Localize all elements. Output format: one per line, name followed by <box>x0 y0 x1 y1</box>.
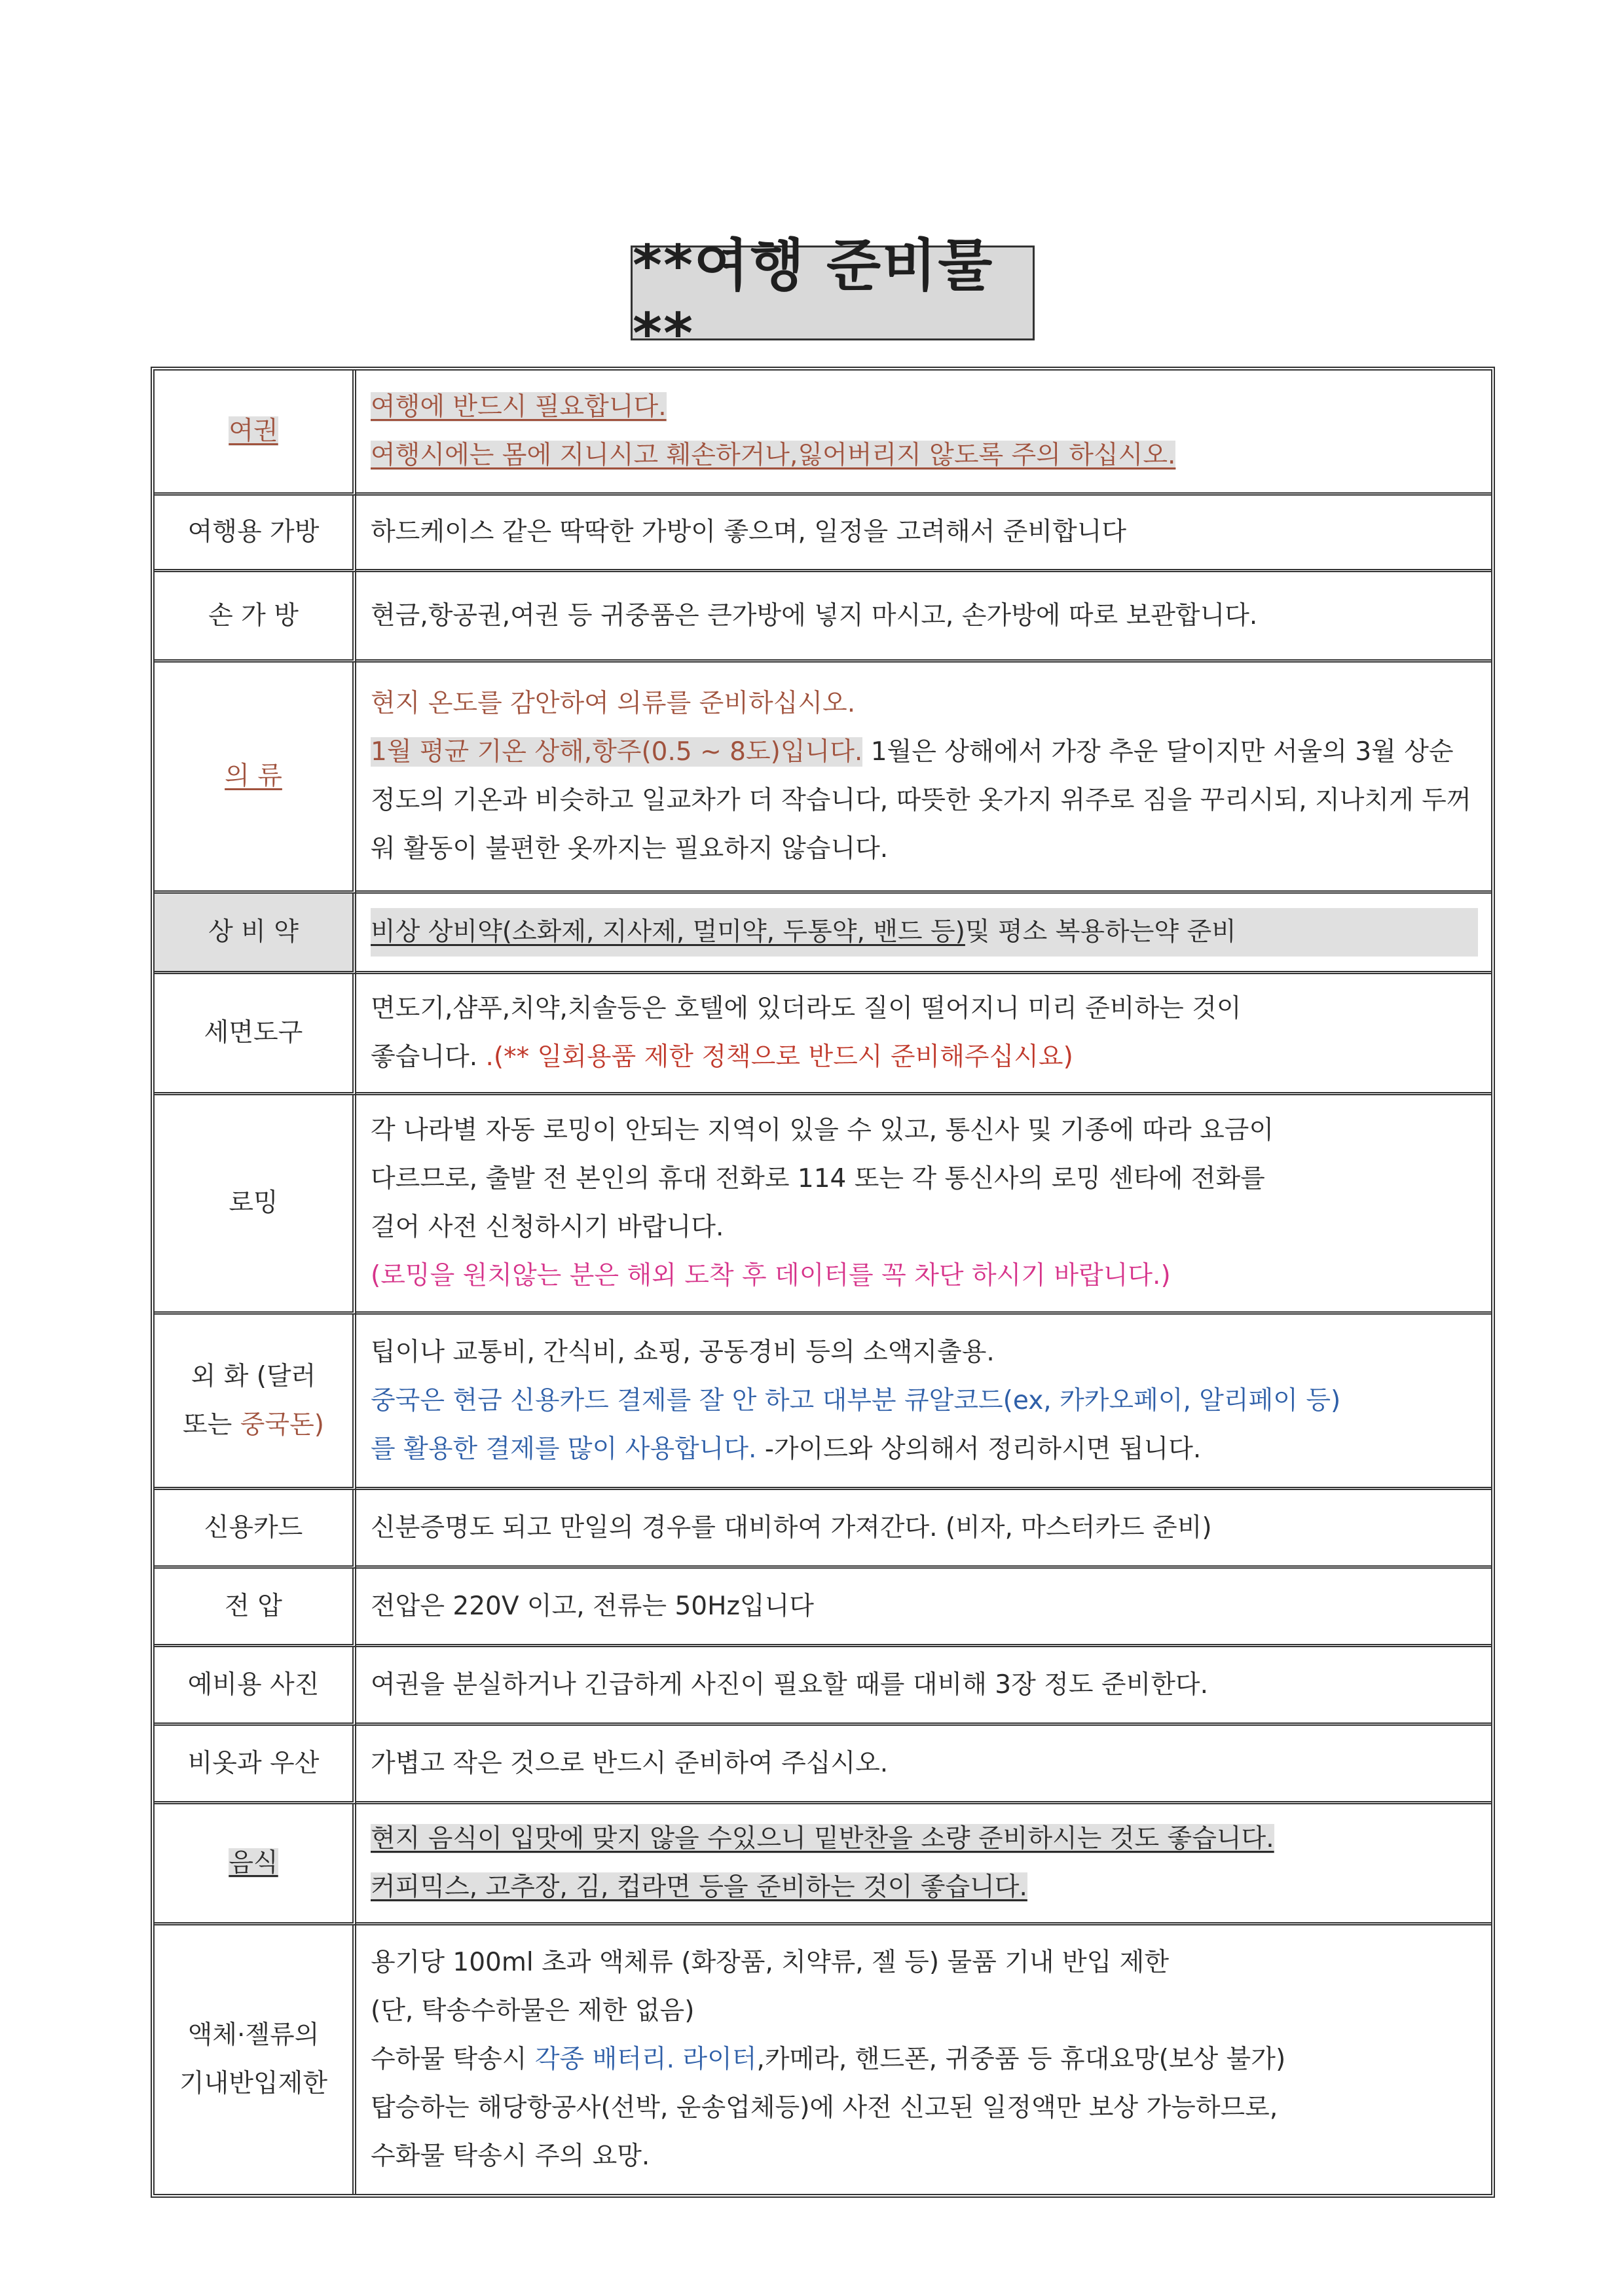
content-medicine <box>356 894 1491 974</box>
table-row-voltage <box>155 1569 1491 1647</box>
raincoat-line-1: 가볍고 작은 것으로 반드시 준비하여 주십시오. <box>371 1748 889 1778</box>
table-row-handbag <box>155 572 1491 663</box>
label-medicine: 상 비 약 <box>155 894 356 974</box>
table-row-credit-card <box>155 1490 1491 1569</box>
label-handbag: 손 가 방 <box>155 572 356 663</box>
currency-line-1: 팁이나 교통비, 간식비, 쇼핑, 공동경비 등의 소액지출용. <box>371 1337 995 1367</box>
table-row-clothing <box>155 663 1491 894</box>
credit-card-line-1: 신분증명도 되고 만일의 경우를 대비하여 가져간다. (비자, 마스터카드 준비) <box>371 1512 1212 1542</box>
clothing-line-1: 현지 온도를 감안하여 의류를 준비하십시오. <box>371 689 856 718</box>
label-text: 의 류 <box>225 761 282 791</box>
liquids-battery: 각종 배터리. 라이터 <box>534 2045 757 2074</box>
label-liquids <box>155 1925 356 2194</box>
currency-guide-note: -가이드와 상의해서 정리하시면 됩니다. <box>756 1434 1202 1464</box>
label-text-1: 액체·젤류의 <box>187 2020 320 2050</box>
currency-line-2: 중국은 현금 신용카드 결제를 잘 안 하고 대부분 큐알코드(ex, 카카오페이, 알리페이 등) <box>371 1385 1341 1415</box>
table-row-raincoat <box>155 1726 1491 1804</box>
table-row-suitcase <box>155 496 1491 572</box>
currency-line-3: 를 활용한 결제를 많이 사용합니다. <box>371 1434 757 1464</box>
table-row-currency <box>155 1315 1491 1490</box>
liquids-line-2: (단, 탁송수하물은 제한 없음) <box>371 1996 695 2026</box>
label-raincoat: 비옷과 우산 <box>155 1726 356 1804</box>
label-suitcase: 여행용 가방 <box>155 496 356 572</box>
passport-line-1: 여행에 반드시 필요합니다. <box>371 392 667 422</box>
passport-line-2: 여행시에는 몸에 지니시고 훼손하거나,잃어버리지 않도록 주의 하십시오. <box>371 441 1176 470</box>
food-line-2: 커피믹스, 고추장, 김, 컵라면 등을 준비하는 것이 좋습니다. <box>371 1872 1027 1902</box>
liquids-line-1: 용기당 100ml 초과 액체류 (화장품, 치약류, 젤 등) 물품 기내 반입 제한 <box>371 1948 1170 1977</box>
liquids-line-3b: ,카메라, 핸드폰, 귀중품 등 휴대요망(보상 불가) <box>756 2045 1286 2074</box>
label-text: 여권 <box>229 416 278 446</box>
label-text-1: 외 화 (달러 <box>191 1361 316 1391</box>
toiletries-notice: .(** 일회용품 제한 정책으로 반드시 준비해주십시요) <box>485 1042 1073 1072</box>
label-text-2: 또는 <box>183 1410 240 1440</box>
handbag-line-1: 현금,항공권,여권 등 귀중품은 큰가방에 넣지 마시고, 손가방에 따로 보관합니다. <box>371 600 1258 630</box>
label-clothing <box>155 663 356 894</box>
table-row-food <box>155 1804 1491 1925</box>
content-toiletries <box>356 974 1491 1095</box>
label-currency <box>155 1315 356 1490</box>
content-handbag <box>356 572 1491 663</box>
content-clothing <box>356 663 1491 894</box>
clothing-temperature: 1월 평균 기온 상해,항주(0.5 ~ 8도)입니다. <box>371 737 863 767</box>
table-row-photo <box>155 1647 1491 1726</box>
medicine-rest: 및 평소 복용하는약 준비 <box>965 917 1236 947</box>
table-row-liquids <box>155 1925 1491 2194</box>
table-row-roaming <box>155 1095 1491 1315</box>
roaming-notice: (로밍을 원치않는 분은 해외 도착 후 데이터를 꼭 차단 하시기 바랍니다.) <box>371 1261 1171 1290</box>
content-suitcase <box>356 496 1491 572</box>
toiletries-line-1: 면도기,샴푸,치약,치솔등은 호텔에 있더라도 질이 떨어지니 미리 준비하는 것이 <box>371 994 1242 1023</box>
liquids-line-5: 수화물 탁송시 주의 요망. <box>371 2141 650 2171</box>
clothing-detail: 1월은 상해에서 가장 추운 달이지만 서울의 3월 상순 정도의 기온과 비슷하고 일교차가 더 작습니다, 따뜻한 옷가지 위주로 짐을 꾸리시되, 지나치게 두꺼워 활동이 불편한 옷까지는 필요하지 않습니다. <box>371 737 1471 864</box>
label-passport <box>155 371 356 496</box>
roaming-line-2: 다르므로, 출발 전 본인의 휴대 전화로 114 또는 각 통신사의 로밍 센타에 전화를 <box>371 1164 1265 1194</box>
label-photo: 예비용 사진 <box>155 1647 356 1726</box>
content-liquids <box>356 1925 1491 2194</box>
label-voltage: 전 압 <box>155 1569 356 1647</box>
liquids-line-3a: 수하물 탁송시 <box>371 2045 535 2074</box>
toiletries-line-2: 좋습니다. <box>371 1042 486 1072</box>
label-text: 음식 <box>229 1848 278 1878</box>
liquids-line-4: 탑승하는 해당항공사(선박, 운송업체등)에 사전 신고된 일정액만 보상 가능하므로, <box>371 2093 1278 2123</box>
content-roaming <box>356 1095 1491 1315</box>
label-credit-card: 신용카드 <box>155 1490 356 1569</box>
label-food <box>155 1804 356 1925</box>
label-roaming: 로밍 <box>155 1095 356 1315</box>
photo-line-1: 여권을 분실하거나 긴급하게 사진이 필요할 때를 대비해 3장 정도 준비한다. <box>371 1669 1209 1700</box>
roaming-line-1: 각 나라별 자동 로밍이 안되는 지역이 있을 수 있고, 통신사 및 기종에 따라 요금이 <box>371 1116 1274 1145</box>
food-line-1: 현지 음식이 입맛에 맞지 않을 수있으니 밑반찬을 소량 준비하시는 것도 좋습니다. <box>371 1824 1274 1853</box>
content-photo <box>356 1647 1491 1726</box>
table-row-toiletries <box>155 974 1491 1095</box>
table-row-medicine <box>155 894 1491 974</box>
table-row-passport <box>155 371 1491 496</box>
label-toiletries: 세면도구 <box>155 974 356 1095</box>
content-food <box>356 1804 1491 1925</box>
content-credit-card <box>356 1490 1491 1569</box>
preparation-table <box>151 367 1495 2198</box>
content-voltage <box>356 1569 1491 1647</box>
medicine-list: 비상 상비약(소화제, 지사제, 멀미약, 두통약, 밴드 등) <box>371 917 965 947</box>
content-currency <box>356 1315 1491 1490</box>
page-title: **여행 준비물** <box>631 246 1035 340</box>
roaming-line-3: 걸어 사전 신청하시기 바랍니다. <box>371 1212 724 1242</box>
label-text-3: 중국돈) <box>240 1410 324 1440</box>
voltage-line-1: 전압은 220V 이고, 전류는 50Hz입니다 <box>371 1591 814 1621</box>
suitcase-line-1: 하드케이스 같은 딱딱한 가방이 좋으며, 일정을 고려해서 준비합니다 <box>371 517 1127 547</box>
label-text-2: 기내반입제한 <box>179 2069 328 2098</box>
content-passport <box>356 371 1491 496</box>
content-raincoat <box>356 1726 1491 1804</box>
